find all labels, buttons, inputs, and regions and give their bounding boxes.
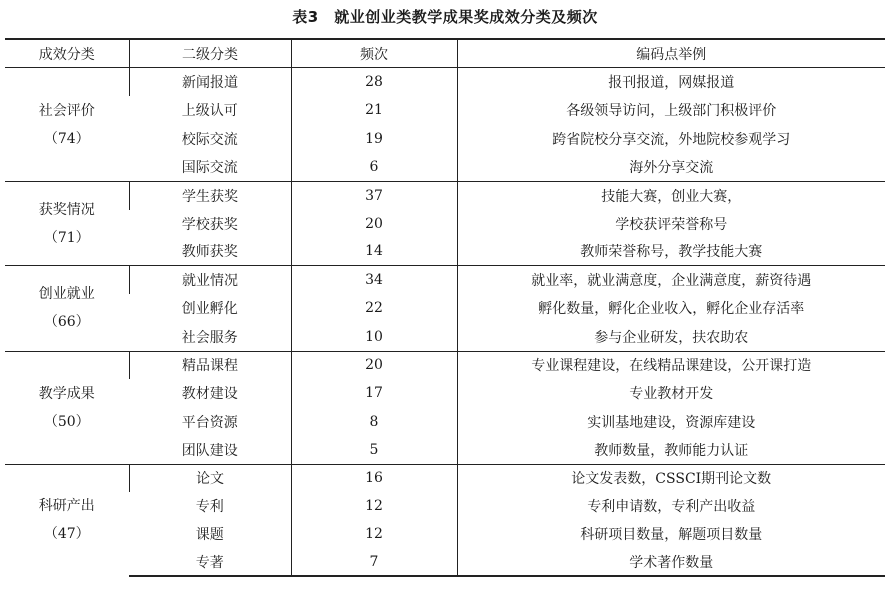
category-name: 教学成果: [38, 385, 95, 402]
example-cell: 技能大赛，创业大赛，: [457, 182, 885, 210]
table-row: [5, 238, 885, 266]
category-cell: [5, 351, 129, 464]
header-frequency: 频次: [291, 39, 457, 68]
category-name: 社会评价: [38, 102, 95, 119]
table-row: [5, 182, 885, 210]
frequency-cell: 8: [291, 408, 457, 436]
table-row: [5, 520, 885, 548]
table-row: [5, 351, 885, 379]
example-cell: 学校获评荣誉称号: [457, 210, 885, 238]
table-row: [5, 153, 885, 182]
table-row: [5, 125, 885, 154]
table-row: [5, 379, 885, 407]
table-row: [5, 294, 885, 323]
frequency-cell: 28: [291, 68, 457, 97]
frequency-cell: 12: [291, 520, 457, 548]
example-cell: 专业课程建设，在线精品课建设，公开课打造: [457, 351, 885, 379]
category-count: （74）: [43, 130, 90, 147]
table-row: [5, 548, 885, 576]
frequency-cell: 22: [291, 294, 457, 323]
example-cell: 海外分享交流: [457, 153, 885, 182]
category-name: 创业就业: [38, 286, 95, 303]
header-category: 成效分类: [5, 39, 129, 68]
category-name: 获奖情况: [38, 201, 95, 218]
subcategory-cell: 平台资源: [181, 414, 238, 431]
example-cell: 实训基地建设，资源库建设: [457, 408, 885, 436]
subcategory-cell: 教材建设: [181, 386, 238, 403]
category-count: （47）: [43, 526, 90, 543]
category-count: （50）: [43, 413, 90, 430]
table-caption: 表3 就业创业类教学成果奖成效分类及频次: [292, 8, 598, 26]
subcategory-cell: 论文: [129, 464, 291, 492]
frequency-cell: 10: [291, 323, 457, 352]
table-row: [5, 408, 885, 436]
subcategory-cell: 创业孵化: [181, 301, 238, 318]
subcategory-cell: 精品课程: [129, 351, 291, 379]
table-row: [5, 436, 885, 464]
table-row: [5, 323, 885, 352]
table-row: [5, 96, 885, 125]
frequency-cell: 20: [291, 351, 457, 379]
table-row: [5, 68, 885, 97]
frequency-cell: 7: [291, 548, 457, 576]
table-row: [5, 266, 885, 295]
header-row: [5, 39, 885, 68]
frequency-cell: 12: [291, 492, 457, 520]
frequency-cell: 20: [291, 210, 457, 238]
subcategory-cell: 课题: [195, 527, 224, 544]
frequency-cell: 16: [291, 464, 457, 492]
frequency-cell: 5: [291, 436, 457, 464]
frequency-cell: 14: [291, 238, 457, 266]
subcategory-cell: 专著: [129, 548, 291, 576]
subcategory-cell: 上级认可: [181, 103, 238, 120]
category-count: （66）: [43, 314, 90, 331]
example-cell: 各级领导访问，上级部门积极评价: [457, 96, 885, 125]
category-cell: [5, 464, 129, 576]
example-cell: 教师荣誉称号，教学技能大赛: [457, 238, 885, 266]
category-cell: [5, 182, 129, 266]
category-cell: [5, 68, 129, 182]
example-cell: 报刊报道，网媒报道: [457, 68, 885, 97]
category-name: 科研产出: [38, 498, 95, 515]
header-subcategory: 二级分类: [129, 39, 291, 68]
example-cell: 学术著作数量: [457, 548, 885, 576]
subcategory-cell: 学校获奖: [181, 216, 238, 233]
subcategory-cell: 校际交流: [181, 131, 238, 148]
example-cell: 孵化数量，孵化企业收入，孵化企业存活率: [457, 294, 885, 323]
subcategory-cell: 教师获奖: [181, 244, 238, 261]
frequency-cell: 37: [291, 182, 457, 210]
example-cell: 参与企业研发，扶农助农: [457, 323, 885, 352]
frequency-cell: 6: [291, 153, 457, 182]
example-cell: 教师数量，教师能力认证: [457, 436, 885, 464]
subcategory-cell: 社会服务: [181, 329, 238, 346]
table-body: [5, 68, 885, 577]
category-cell: [5, 266, 129, 352]
subcategory-cell: 学生获奖: [129, 182, 291, 210]
frequency-cell: 21: [291, 96, 457, 125]
frequency-cell: 34: [291, 266, 457, 295]
subcategory-cell: 新闻报道: [129, 68, 291, 97]
example-cell: 论文发表数，CSSCI期刊论文数: [457, 464, 885, 492]
example-cell: 专利申请数，专利产出收益: [457, 492, 885, 520]
frequency-cell: 19: [291, 125, 457, 154]
table-row: [5, 464, 885, 492]
table-row: [5, 492, 885, 520]
header-examples: 编码点举例: [457, 39, 885, 68]
example-cell: 跨省院校分享交流，外地院校参观学习: [457, 125, 885, 154]
category-count: （71）: [43, 229, 90, 246]
frequency-cell: 17: [291, 379, 457, 407]
example-cell: 就业率，就业满意度，企业满意度，薪资待遇: [457, 266, 885, 295]
outcome-table: [5, 38, 885, 577]
example-cell: 专业教材开发: [457, 379, 885, 407]
table-row: [5, 210, 885, 238]
subcategory-cell: 团队建设: [181, 442, 238, 459]
subcategory-cell: 专利: [195, 499, 224, 516]
subcategory-cell: 就业情况: [129, 266, 291, 295]
example-cell: 科研项目数量，解题项目数量: [457, 520, 885, 548]
subcategory-cell: 国际交流: [181, 160, 238, 176]
